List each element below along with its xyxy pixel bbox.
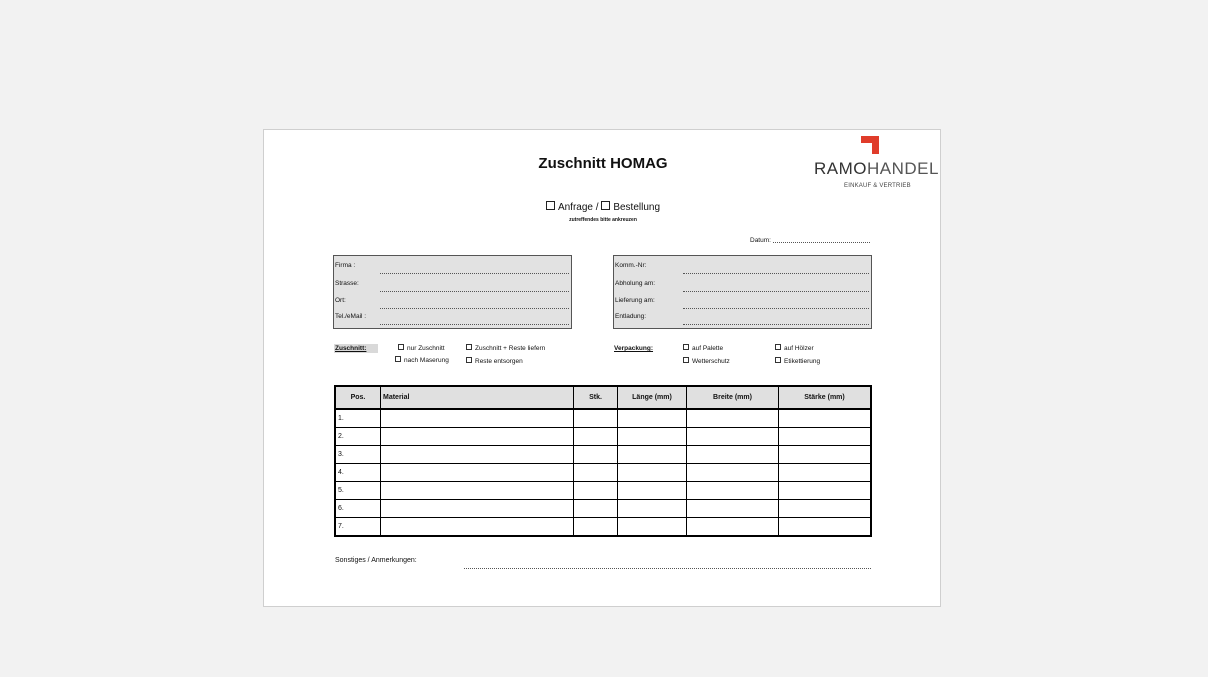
packaging-label: Verpackung: bbox=[614, 345, 654, 352]
cell-thickness[interactable] bbox=[779, 482, 872, 500]
row-pos: 3. bbox=[335, 446, 381, 464]
customer-field-line[interactable] bbox=[380, 308, 569, 309]
cell-qty[interactable] bbox=[574, 500, 618, 518]
checkbox[interactable] bbox=[466, 344, 472, 350]
cell-qty[interactable] bbox=[574, 518, 618, 537]
row-pos: 6. bbox=[335, 500, 381, 518]
cell-width[interactable] bbox=[687, 500, 779, 518]
request-label: Anfrage / bbox=[557, 202, 599, 213]
notes-label: Sonstiges / Anmerkungen: bbox=[335, 557, 417, 564]
header-qty: Stk. bbox=[574, 386, 618, 409]
table-row bbox=[335, 500, 871, 518]
row-pos: 7. bbox=[335, 518, 381, 537]
order-field-line[interactable] bbox=[683, 291, 869, 292]
date-label: Datum: bbox=[750, 237, 771, 244]
order-info-box bbox=[613, 255, 872, 329]
cell-material[interactable] bbox=[381, 409, 574, 428]
brand-logo-icon bbox=[861, 136, 879, 154]
checkbox[interactable] bbox=[775, 344, 781, 350]
cell-length[interactable] bbox=[618, 482, 687, 500]
cell-width[interactable] bbox=[687, 482, 779, 500]
checkbox[interactable] bbox=[398, 344, 404, 350]
customer-field-line[interactable] bbox=[380, 324, 569, 325]
option-label: Zuschnitt + Reste liefern bbox=[475, 345, 546, 352]
cell-width[interactable] bbox=[687, 428, 779, 446]
order-checkbox[interactable] bbox=[601, 201, 610, 210]
order-field-line[interactable] bbox=[683, 308, 869, 309]
cell-width[interactable] bbox=[687, 464, 779, 482]
cutting-label: Zuschnitt: bbox=[334, 344, 378, 353]
table-row bbox=[335, 482, 871, 500]
cell-length[interactable] bbox=[618, 428, 687, 446]
header-pos: Pos. bbox=[335, 386, 381, 409]
table-header-row bbox=[335, 386, 871, 409]
header-material: Material bbox=[381, 386, 574, 409]
cell-thickness[interactable] bbox=[779, 464, 872, 482]
cutting-option[interactable] bbox=[395, 356, 449, 364]
checkbox[interactable] bbox=[775, 357, 781, 363]
order-field-label: Komm.-Nr: bbox=[615, 262, 647, 269]
brand-tagline: EINKAUF & VERTRIEB bbox=[844, 183, 911, 189]
customer-field-label: Strasse: bbox=[335, 280, 359, 287]
order-field-label: Entladung: bbox=[615, 313, 647, 320]
cutting-option[interactable] bbox=[466, 344, 545, 352]
cell-thickness[interactable] bbox=[779, 500, 872, 518]
cell-width[interactable] bbox=[687, 446, 779, 464]
date-field bbox=[750, 235, 870, 244]
cell-material[interactable] bbox=[381, 482, 574, 500]
cell-material[interactable] bbox=[381, 500, 574, 518]
order-field-line[interactable] bbox=[683, 324, 869, 325]
option-label: auf Hölzer bbox=[784, 345, 814, 352]
notes-input[interactable] bbox=[464, 568, 871, 569]
table-row bbox=[335, 518, 871, 537]
option-label: Reste entsorgen bbox=[475, 358, 523, 365]
cell-length[interactable] bbox=[618, 409, 687, 428]
customer-field-label: Firma : bbox=[335, 262, 356, 269]
cell-thickness[interactable] bbox=[779, 428, 872, 446]
cell-thickness[interactable] bbox=[779, 518, 872, 537]
order-field-label: Abholung am: bbox=[615, 280, 656, 287]
cell-qty[interactable] bbox=[574, 464, 618, 482]
brand-name bbox=[814, 159, 939, 179]
cell-material[interactable] bbox=[381, 446, 574, 464]
checkbox[interactable] bbox=[466, 357, 472, 363]
brand-secondary: HANDEL bbox=[867, 159, 939, 178]
cutting-option[interactable] bbox=[466, 357, 523, 365]
request-type bbox=[264, 201, 942, 213]
header-length: Länge (mm) bbox=[618, 386, 687, 409]
cell-qty[interactable] bbox=[574, 446, 618, 464]
packaging-option[interactable] bbox=[775, 357, 820, 365]
checkbox[interactable] bbox=[395, 356, 401, 362]
table-row bbox=[335, 409, 871, 428]
option-label: Etikettierung bbox=[784, 358, 821, 365]
checkbox[interactable] bbox=[683, 344, 689, 350]
checkbox[interactable] bbox=[683, 357, 689, 363]
cell-thickness[interactable] bbox=[779, 409, 872, 428]
packaging-option[interactable] bbox=[775, 344, 814, 352]
row-pos: 2. bbox=[335, 428, 381, 446]
table-row bbox=[335, 428, 871, 446]
customer-field-label: Ort: bbox=[335, 297, 346, 304]
packaging-option[interactable] bbox=[683, 357, 730, 365]
cell-material[interactable] bbox=[381, 464, 574, 482]
table-row bbox=[335, 446, 871, 464]
row-pos: 5. bbox=[335, 482, 381, 500]
header-thickness: Stärke (mm) bbox=[779, 386, 872, 409]
order-field-line[interactable] bbox=[683, 273, 869, 274]
cell-length[interactable] bbox=[618, 500, 687, 518]
form-page bbox=[263, 129, 941, 607]
option-label: nur Zuschnitt bbox=[407, 345, 445, 352]
row-pos: 1. bbox=[335, 409, 381, 428]
form-title: Zuschnitt HOMAG bbox=[538, 155, 668, 172]
order-label: Bestellung bbox=[613, 202, 661, 213]
option-label: Wetterschutz bbox=[692, 358, 730, 365]
cell-qty[interactable] bbox=[574, 482, 618, 500]
cell-length[interactable] bbox=[618, 464, 687, 482]
order-table bbox=[334, 385, 872, 537]
packaging-option[interactable] bbox=[683, 344, 723, 352]
cell-length[interactable] bbox=[618, 518, 687, 537]
header-width: Breite (mm) bbox=[687, 386, 779, 409]
order-field-label: Lieferung am: bbox=[615, 297, 655, 304]
brand-primary: RAMO bbox=[814, 159, 867, 178]
cell-thickness[interactable] bbox=[779, 446, 872, 464]
cell-length[interactable] bbox=[618, 446, 687, 464]
cell-material[interactable] bbox=[381, 428, 574, 446]
customer-field-line[interactable] bbox=[380, 291, 569, 292]
request-checkbox[interactable] bbox=[546, 201, 555, 210]
customer-box bbox=[333, 255, 572, 329]
row-pos: 4. bbox=[335, 464, 381, 482]
cell-width[interactable] bbox=[687, 518, 779, 537]
option-label: auf Palette bbox=[692, 345, 724, 352]
cutting-option[interactable] bbox=[398, 344, 445, 352]
option-label: nach Maserung bbox=[404, 357, 449, 364]
cell-material[interactable] bbox=[381, 518, 574, 537]
cell-qty[interactable] bbox=[574, 428, 618, 446]
date-input[interactable] bbox=[773, 235, 870, 243]
customer-field-label: Tel./eMail : bbox=[335, 313, 367, 320]
check-hint: zutreffendes bitte ankreuzen bbox=[569, 217, 637, 223]
cell-width[interactable] bbox=[687, 409, 779, 428]
cell-qty[interactable] bbox=[574, 409, 618, 428]
table-row bbox=[335, 464, 871, 482]
customer-field-line[interactable] bbox=[380, 273, 569, 274]
